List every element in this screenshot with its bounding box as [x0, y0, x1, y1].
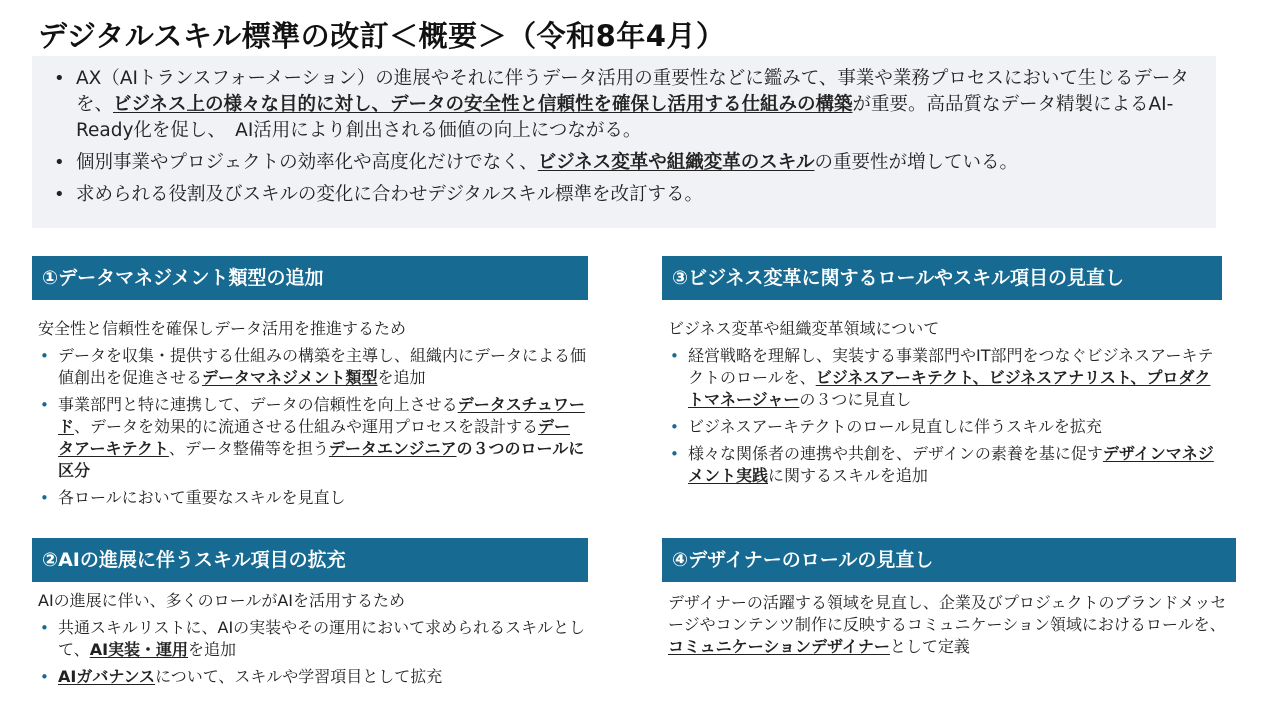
highlight: データアーキテクト	[58, 417, 571, 458]
text: 、データを効果的に流通させる仕組みや運用プロセスを設計する	[74, 417, 539, 436]
list-item	[688, 345, 1220, 411]
text: AX（AIトランスフォーメーション）の進展やそれに伴うデータ活用の重要性などに鑑みて、事業や業務プロセスにおいて生じるデータを、	[76, 68, 1189, 115]
highlight: データマネジメント類型	[202, 368, 378, 387]
section-text	[668, 592, 1240, 658]
highlight: デザインマネジメント実践	[688, 444, 1214, 485]
highlight: データスチュワード	[58, 395, 585, 436]
section-data-management-heading: ①データマネジメント類型の追加	[32, 256, 588, 300]
section-list	[38, 617, 586, 688]
section-list	[668, 345, 1220, 487]
text: 求められる役割及びスキルの変化に合わせデジタルスキル標準を改訂する。	[76, 184, 703, 205]
text: の重要性が増している。	[814, 152, 1019, 173]
text: の３つに見直し	[799, 390, 912, 409]
text: 様々な関係者の連携や共創を、デザインの素養を基に促す	[688, 444, 1103, 463]
section-designer-body	[668, 592, 1240, 663]
highlight: AI実装・運用	[89, 640, 189, 659]
highlight: ビジネス上の様々な目的に対し、データの安全性と信頼性を確保し活用する仕組みの構築	[113, 94, 853, 115]
text: を追加	[377, 368, 426, 387]
list-item	[58, 666, 586, 688]
text: について、スキルや学習項目として拡充	[155, 667, 443, 686]
summary-bullet-revision	[76, 182, 1198, 208]
text: に関するスキルを追加	[768, 466, 928, 485]
text: 事業部門と特に連携して、データの信頼性を向上させる	[58, 395, 458, 414]
text: 経営戦略を理解し、実装する事業部門やIT部門をつなぐビジネスアーキテクトのロールを、	[688, 346, 1214, 387]
summary-bullet-ax	[76, 66, 1198, 144]
list-item	[58, 394, 586, 482]
text: として定義	[889, 637, 970, 656]
text: ビジネスアーキテクトのロール見直しに伴うスキルを拡充	[688, 417, 1102, 436]
list-item	[688, 443, 1220, 487]
page-title: デジタルスキル標準の改訂＜概要＞（令和8年4月）	[38, 19, 726, 53]
section-ai-skills-body	[38, 590, 586, 693]
section-lead: ビジネス変革や組織変革領域について	[668, 319, 940, 338]
text: が重要。高品質なデータ精製によるAI-Ready化を促し、 AI活用により創出される価値の向上につながる。	[76, 94, 1174, 141]
section-data-management-body	[38, 318, 586, 514]
highlight: ビジネスアーキテクト、ビジネスアナリスト、プロダクトマネージャー	[688, 368, 1211, 409]
list-item	[58, 487, 586, 509]
text: 共通スキルリストに、AIの実装やその運用において求められるスキルとして、	[58, 618, 586, 659]
summary-list	[76, 66, 1198, 208]
text: デザイナーの活躍する領域を見直し、企業及びプロジェクトのブランドメッセージやコンテンツ制作に反映するコミュニケーション領域におけるロールを、	[668, 593, 1227, 634]
highlight: コミュニケーションデザイナー	[668, 637, 890, 656]
text: 各ロールにおいて重要なスキルを見直し	[58, 488, 346, 507]
list-item	[688, 416, 1220, 438]
bold-text: の３つのロールに区分	[58, 439, 585, 480]
summary-box	[32, 56, 1216, 228]
section-list	[38, 345, 586, 509]
section-ai-skills-heading: ②AIの進展に伴うスキル項目の拡充	[32, 538, 588, 582]
highlight: ビジネス変革や組織変革のスキル	[537, 152, 815, 173]
list-item	[58, 345, 586, 389]
section-business-transformation-heading: ③ビジネス変革に関するロールやスキル項目の見直し	[662, 256, 1222, 300]
highlight: AIガバナンス	[58, 667, 156, 686]
section-business-transformation-body	[668, 318, 1220, 492]
summary-bullet-transformation	[76, 150, 1198, 176]
text: 、データ整備等を担う	[168, 439, 329, 458]
section-lead: AIの進展に伴い、多くのロールがAIを活用するため	[38, 591, 406, 610]
section-designer-heading: ④デザイナーのロールの見直し	[662, 538, 1236, 582]
highlight: データエンジニア	[328, 439, 457, 458]
text: 個別事業やプロジェクトの効率化や高度化だけでなく、	[76, 152, 538, 173]
text: を追加	[188, 640, 237, 659]
list-item	[58, 617, 586, 661]
section-lead: 安全性と信頼性を確保しデータ活用を推進するため	[38, 319, 407, 338]
text: データを収集・提供する仕組みの構築を主導し、組織内にデータによる価値創出を促進させる	[58, 346, 587, 387]
